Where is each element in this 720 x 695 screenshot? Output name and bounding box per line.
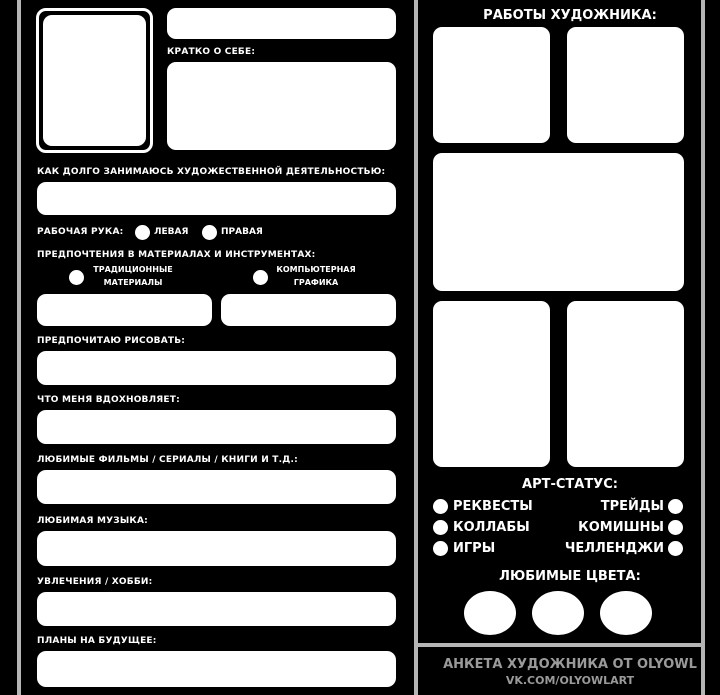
- artwork-slot-1[interactable]: [433, 27, 550, 143]
- avatar-box[interactable]: [43, 15, 146, 146]
- materials-digital-label: [271, 263, 361, 289]
- status-requests-label: РЕКВЕСТЫ: [453, 499, 533, 514]
- status-collabs-radio[interactable]: [433, 520, 448, 535]
- artwork-slot-5[interactable]: [567, 301, 684, 467]
- status-challenges-label: ЧЕЛЛЕНДЖИ: [564, 541, 664, 556]
- status-trades-radio[interactable]: [668, 499, 683, 514]
- artwork-slot-4[interactable]: [433, 301, 550, 467]
- inspire-label: ЧТО МЕНЯ ВДОХНОВЛЯЕТ:: [37, 395, 180, 405]
- footer-divider-line: [414, 643, 705, 647]
- middle-divider-line: [414, 0, 418, 695]
- hand-right-radio[interactable]: [202, 225, 217, 240]
- gallery-title: РАБОТЫ ХУДОЖНИКА:: [483, 8, 657, 23]
- hand-label: РАБОЧАЯ РУКА:: [37, 227, 124, 237]
- music-label: ЛЮБИМАЯ МУЗЫКА:: [37, 516, 148, 526]
- plans-label: ПЛАНЫ НА БУДУЩЕЕ:: [37, 636, 157, 646]
- status-collabs-label: КОЛЛАБЫ: [453, 520, 530, 535]
- left-border-line: [17, 0, 21, 695]
- about-label: КРАТКО О СЕБЕ:: [167, 47, 256, 57]
- materials-digital-radio[interactable]: [253, 270, 268, 285]
- materials-traditional-radio[interactable]: [69, 270, 84, 285]
- experience-label: КАК ДОЛГО ЗАНИМАЮСЬ ХУДОЖЕСТВЕННОЙ ДЕЯТЕЛЬНОСТЬЮ:: [37, 167, 386, 177]
- hand-right-label: ПРАВАЯ: [221, 227, 263, 237]
- name-field[interactable]: [167, 8, 396, 39]
- status-commissions-label: КОМИШНЫ: [578, 520, 664, 535]
- footer-link[interactable]: VK.COM/OLYOWLART: [505, 674, 635, 687]
- status-requests-radio[interactable]: [433, 499, 448, 514]
- hobby-label: УВЛЕЧЕНИЯ / ХОББИ:: [37, 577, 153, 587]
- artwork-slot-2[interactable]: [567, 27, 684, 143]
- inspire-field[interactable]: [37, 410, 396, 444]
- color-swatch-2[interactable]: [532, 591, 584, 635]
- materials-traditional-line2: МАТЕРИАЛЫ: [103, 278, 163, 287]
- status-commissions-radio[interactable]: [668, 520, 683, 535]
- hand-left-radio[interactable]: [135, 225, 150, 240]
- about-field[interactable]: [167, 62, 396, 150]
- materials-traditional-line1: ТРАДИЦИОННЫЕ: [93, 265, 173, 274]
- materials-digital-line2: ГРАФИКА: [293, 278, 339, 287]
- music-field[interactable]: [37, 531, 396, 566]
- status-challenges-radio[interactable]: [668, 541, 683, 556]
- materials-label: ПРЕДПОЧТЕНИЯ В МАТЕРИАЛАХ И ИНСТРУМЕНТАХ:: [37, 250, 316, 260]
- media-label: ЛЮБИМЫЕ ФИЛЬМЫ / СЕРИАЛЫ / КНИГИ И Т.Д.:: [37, 455, 298, 465]
- plans-field[interactable]: [37, 651, 396, 687]
- colors-title: ЛЮБИМЫЕ ЦВЕТА:: [499, 569, 641, 584]
- status-games-radio[interactable]: [433, 541, 448, 556]
- hand-left-label: ЛЕВАЯ: [154, 227, 189, 237]
- status-trades-label: ТРЕЙДЫ: [600, 499, 664, 514]
- media-field[interactable]: [37, 470, 396, 504]
- artwork-slot-3[interactable]: [433, 153, 684, 291]
- draw-label: ПРЕДПОЧИТАЮ РИСОВАТЬ:: [37, 336, 186, 346]
- materials-digital-field[interactable]: [221, 294, 396, 326]
- right-border-line: [701, 0, 705, 695]
- materials-digital-line1: КОМПЬЮТЕРНАЯ: [276, 265, 356, 274]
- hobby-field[interactable]: [37, 592, 396, 626]
- art-status-title: АРТ-СТАТУС:: [522, 477, 618, 492]
- status-games-label: ИГРЫ: [453, 541, 496, 556]
- color-swatch-1[interactable]: [464, 591, 516, 635]
- draw-field[interactable]: [37, 351, 396, 385]
- color-swatch-3[interactable]: [600, 591, 652, 635]
- experience-field[interactable]: [37, 182, 396, 215]
- footer-title: АНКЕТА ХУДОЖНИКА ОТ OLYOWL: [443, 657, 697, 672]
- materials-traditional-label: [88, 263, 178, 289]
- materials-traditional-field[interactable]: [37, 294, 212, 326]
